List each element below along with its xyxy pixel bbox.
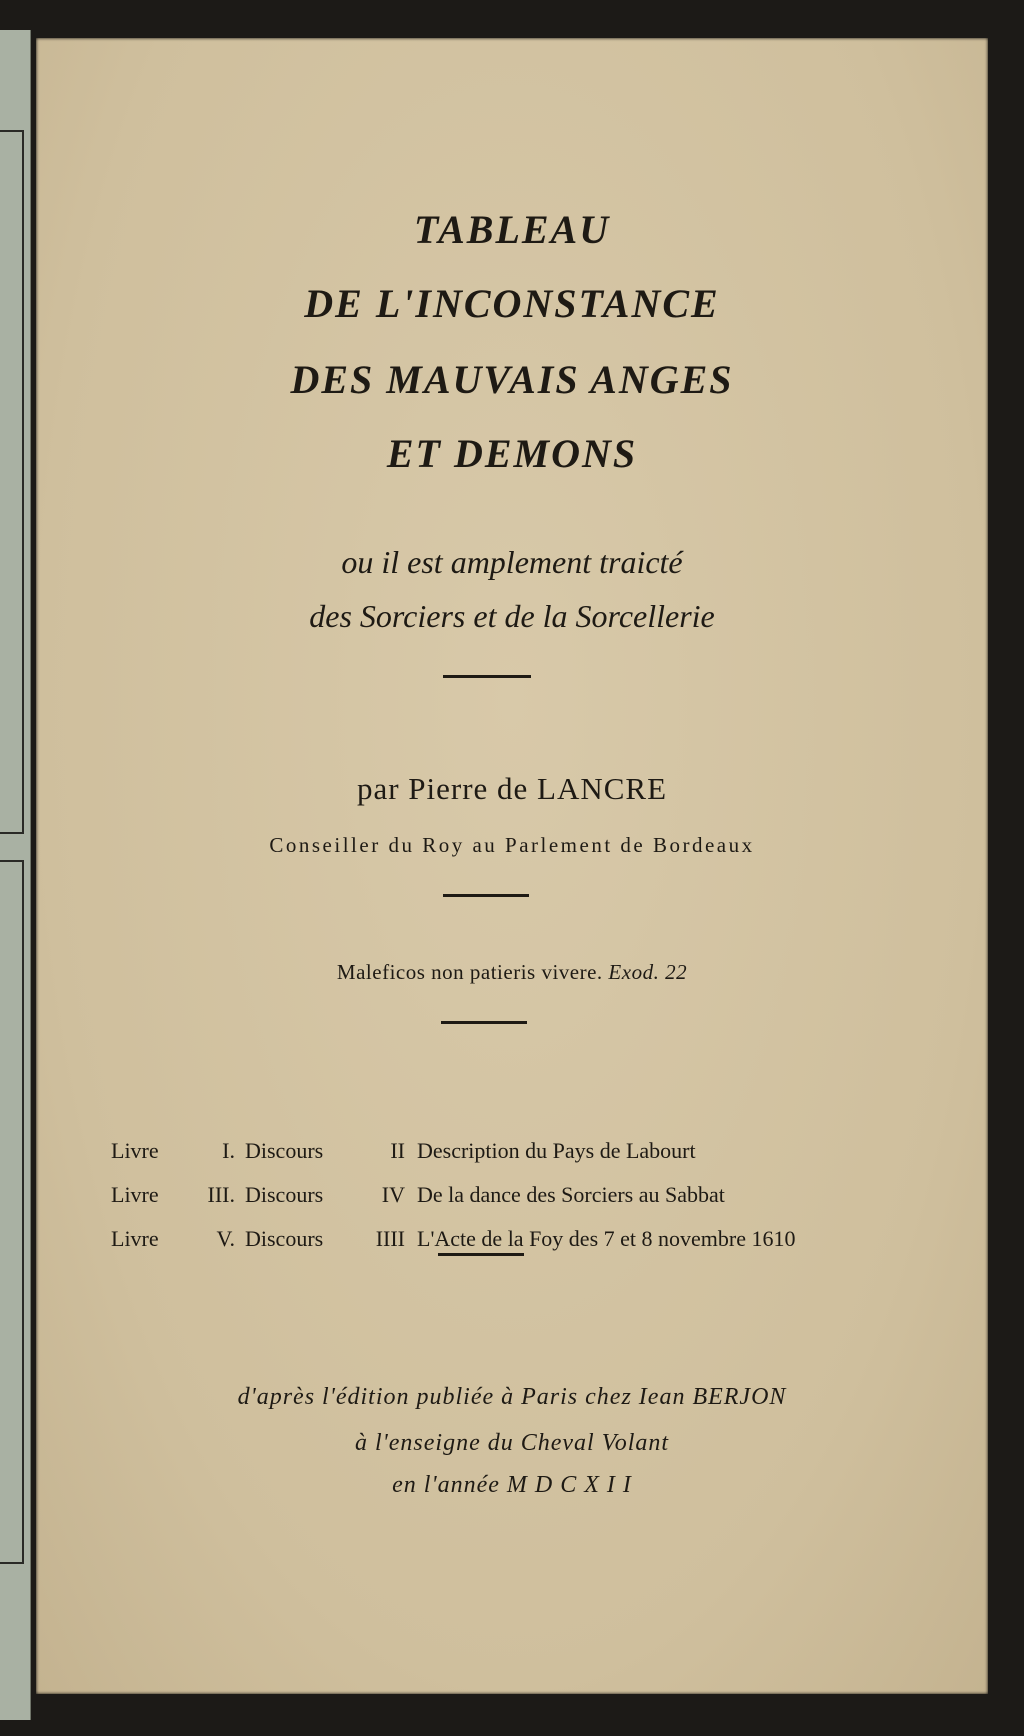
adjacent-page-edge	[0, 30, 31, 1720]
livre-label: Livre	[111, 1182, 159, 1207]
livre-label: Livre	[111, 1226, 159, 1251]
imprint-line-1: d'après l'édition publiée à Paris chez Iean BERJON	[237, 1384, 787, 1410]
border-frame	[0, 130, 24, 834]
discours-subject: De la dance des Sorciers au Sabbat	[417, 1182, 725, 1207]
motto	[36, 960, 988, 985]
divider-rule	[438, 1253, 524, 1256]
author: par Pierre de LANCRE	[356, 771, 668, 806]
subtitle-line-1: ou il est amplement traicté	[341, 544, 683, 580]
discours-number: IV	[381, 1182, 405, 1207]
imprint-line-3: en l'année M D C X I I	[392, 1472, 632, 1498]
divider-rule	[441, 1021, 527, 1024]
border-frame	[0, 860, 24, 1564]
livre-number: V.	[216, 1226, 235, 1251]
title-line-4: ET DEMONS	[386, 431, 638, 476]
divider-rule	[443, 675, 531, 678]
motto-text: Maleficos non patieris vivere.	[336, 960, 603, 984]
contents-row	[111, 1226, 795, 1252]
discours-label: Discours	[245, 1138, 324, 1163]
discours-number: IIII	[375, 1226, 405, 1251]
title-line-1: TABLEAU	[413, 207, 611, 252]
title-page	[36, 38, 988, 1694]
livre-number: III.	[207, 1182, 235, 1207]
motto-reference: Exod. 22	[608, 960, 688, 984]
discours-subject: L'Acte de la Foy des 7 et 8 novembre 1610	[417, 1226, 796, 1251]
divider-rule	[443, 894, 529, 897]
title-line-3: DES MAUVAIS ANGES	[290, 357, 734, 402]
contents-row	[111, 1138, 696, 1164]
livre-label: Livre	[111, 1138, 159, 1163]
author-title: Conseiller du Roy au Parlement de Bordeaux	[269, 833, 755, 857]
discours-subject: Description du Pays de Labourt	[417, 1138, 696, 1163]
discours-label: Discours	[245, 1182, 324, 1207]
subtitle-line-2: des Sorciers et de la Sorcellerie	[309, 598, 715, 634]
discours-label: Discours	[245, 1226, 324, 1251]
discours-number: II	[390, 1138, 405, 1163]
imprint-line-2: à l'enseigne du Cheval Volant	[354, 1430, 670, 1456]
livre-number: I.	[222, 1138, 235, 1163]
contents-row	[111, 1182, 725, 1208]
title-line-2: DE L'INCONSTANCE	[304, 281, 720, 326]
